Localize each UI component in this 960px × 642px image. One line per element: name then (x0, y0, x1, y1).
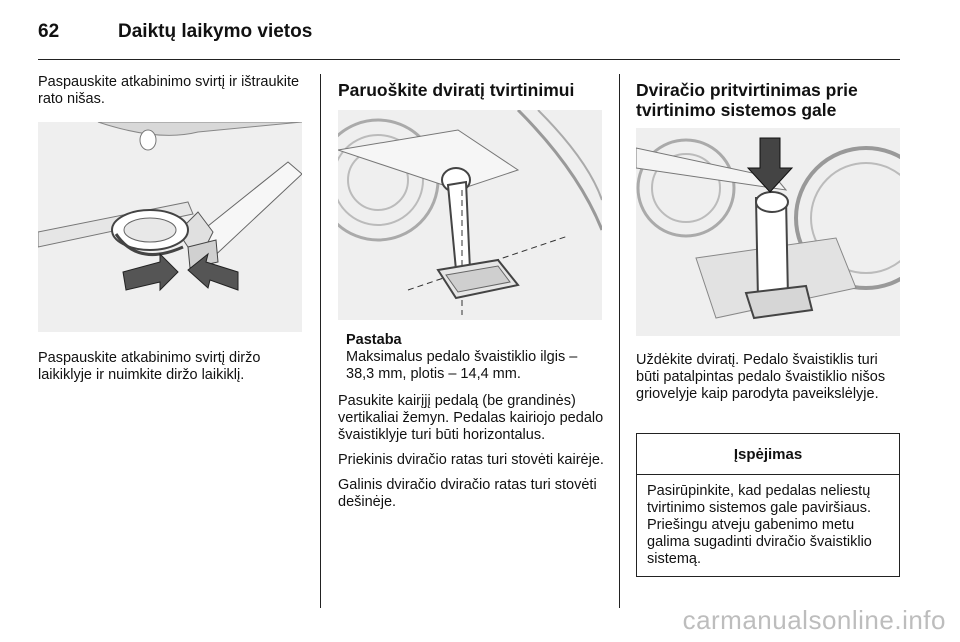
note-text: Maksimalus pedalo švaistiklio ilgis – 38,3 mm, plotis – 14,4 mm. (346, 349, 578, 382)
bike-mount-illustration (636, 128, 900, 336)
column-left (38, 74, 306, 108)
column-divider (320, 74, 321, 608)
section-heading-prepare-bike: Paruoškite dviratį tvirtinimui (338, 80, 575, 100)
page-header (38, 16, 312, 48)
figure-pedal-crank (338, 110, 602, 320)
page-number: 62 (38, 21, 60, 42)
instruction-front-wheel: Priekinis dviračio ratas turi stovėti kairėje. (338, 452, 604, 468)
instruction-release-lever: Paspauskite atkabinimo svirtį ir ištraukite rato nišas. (38, 74, 300, 107)
warning-title: Įspėjimas (637, 434, 899, 475)
instruction-belt-holder: Paspauskite atkabinimo svirtį diržo laikiklyje ir nuimkite diržo laikiklį. (38, 350, 261, 383)
note-block (346, 332, 608, 383)
figure-bike-mount (636, 128, 900, 336)
column-divider (619, 74, 620, 608)
instruction-place-bike: Uždėkite dviratį. Pedalo švaistiklis turi būti patalpintas pedalo švaistiklio nišos griovelyje kaip parodyta paveikslėlyje. (636, 352, 886, 402)
watermark: carmanualsonline.info (682, 605, 946, 635)
column-middle-heading (338, 80, 606, 100)
note-title: Pastaba (346, 332, 402, 348)
column-right-body (636, 352, 904, 403)
column-right-heading (636, 80, 904, 120)
pedal-crank-illustration (338, 110, 602, 320)
instruction-rotate-pedal: Pasukite kairįjį pedalą (be grandinės) vertikaliai žemyn. Pedalas kairiojo pedalo švaistiklyje turi būti horizontalus. (338, 393, 604, 443)
figure-wheel-recess (38, 122, 302, 332)
instruction-rear-wheel: Galinis dviračio dviračio ratas turi stovėti dešinėje. (338, 477, 597, 510)
column-left-lower (38, 350, 306, 384)
header-divider (38, 59, 900, 60)
page-title: Daiktų laikymo vietos (118, 21, 313, 42)
warning-text: Pasirūpinkite, kad pedalas neliestų tvirtinimo sistemos gale paviršiaus. Priešingu atveju gabenimo metu galima sugadinti dviračio švaistiklio sistemą. (647, 483, 872, 567)
warning-box (636, 433, 900, 577)
wheel-recess-illustration (38, 122, 302, 332)
column-middle-body (338, 393, 606, 511)
section-heading-attach-bike: Dviračio pritvirtinimas prie tvirtinimo sistemos gale (636, 80, 858, 120)
